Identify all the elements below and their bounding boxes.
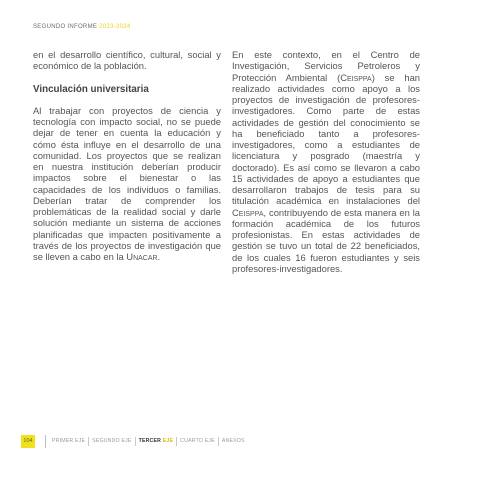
page-number: 104 (21, 435, 35, 448)
left-paragraph-2-text: Al trabajar con proyectos de ciencia y tecnología con impacto social, no se puede dejar de tener en cuenta la educación y cómo ésta influye en el desarrollo de una comunidad. Los proyectos que se realizan en nuestra institución deberían producir impactos sobre el bienestar o las capacidades de los individuos o familias. Deberían tratar de comprender los problemáticas de la realidad social y darle solución mediante un sistema de acciones planificadas que impacten positivamente a través de los proyectos de investigación que se lleven a cabo en la (33, 104, 221, 262)
nav-item-tercer-eje[interactable] (139, 438, 174, 444)
right-column (232, 49, 420, 274)
report-year: 2023-2024 (99, 24, 131, 30)
right-text-b: ) se han realizado actividades como apoyo a los proyectos de investigación de profesores-investigadores. Como parte de estas actividades de gestión del conocimiento se ha beneficiado tanto a profesores-investigadores, como a estudiantes de licenciatura y posgrado (maestría y doctorado). Es así como se llevaron a cabo 15 actividades de apoyo a estudiantes que desarrollaron trabajos de tesis para su titulación académica en instalaciones del (232, 71, 420, 207)
nav-item-anexos[interactable] (222, 438, 245, 444)
nav-separator (218, 437, 219, 446)
nav-item-segundo-eje[interactable] (92, 438, 131, 444)
right-text-c: , contribuyendo de esta manera en la formación académica de los futuros profesionistas. En estas actividades de gestión se tuvo un total de 22 beneficiados, de los cuales 16 fueron estudiantes y seis profesores-investigadores. (232, 206, 420, 274)
nav-item-suffix: EJE (204, 438, 215, 444)
nav-item-label: CUARTO (180, 438, 204, 444)
section-heading: Vinculación universitaria (33, 83, 149, 95)
right-text-a: En este contexto, en el Centro de Investigación, Servicios Petroleros y Protección Ambiental ( (232, 49, 420, 83)
nav-item-label: PRIMER (52, 438, 74, 444)
nav-divider (45, 435, 46, 448)
ceisppa-acronym-2: Ceisppa (232, 206, 264, 218)
nav-item-label: SEGUNDO (92, 438, 120, 444)
unacar-acronym: Unacar (126, 251, 158, 262)
section-nav (45, 435, 245, 448)
left-paragraph-2-end: . (157, 251, 161, 262)
right-paragraph (232, 49, 420, 274)
report-header (33, 24, 131, 30)
nav-item-suffix: EJE (121, 438, 132, 444)
nav-item-label: ANEXOS (221, 438, 245, 444)
ceisppa-acronym-1: Ceisppa (340, 71, 372, 83)
nav-item-primer-eje[interactable] (52, 438, 85, 444)
page-footer (21, 434, 245, 448)
left-paragraph-2 (33, 105, 221, 263)
nav-separator (135, 437, 136, 446)
nav-separator (88, 437, 89, 446)
report-title: SEGUNDO INFORME (33, 24, 98, 30)
nav-separator (176, 437, 177, 446)
left-column (33, 49, 221, 262)
nav-item-label: TERCER (138, 438, 162, 444)
left-paragraph-1: en el desarrollo científico, cultural, social y económico de la población. (33, 49, 221, 72)
nav-item-suffix: EJE (162, 438, 174, 444)
nav-item-suffix: EJE (75, 438, 86, 444)
nav-item-cuarto-eje[interactable] (180, 438, 215, 444)
